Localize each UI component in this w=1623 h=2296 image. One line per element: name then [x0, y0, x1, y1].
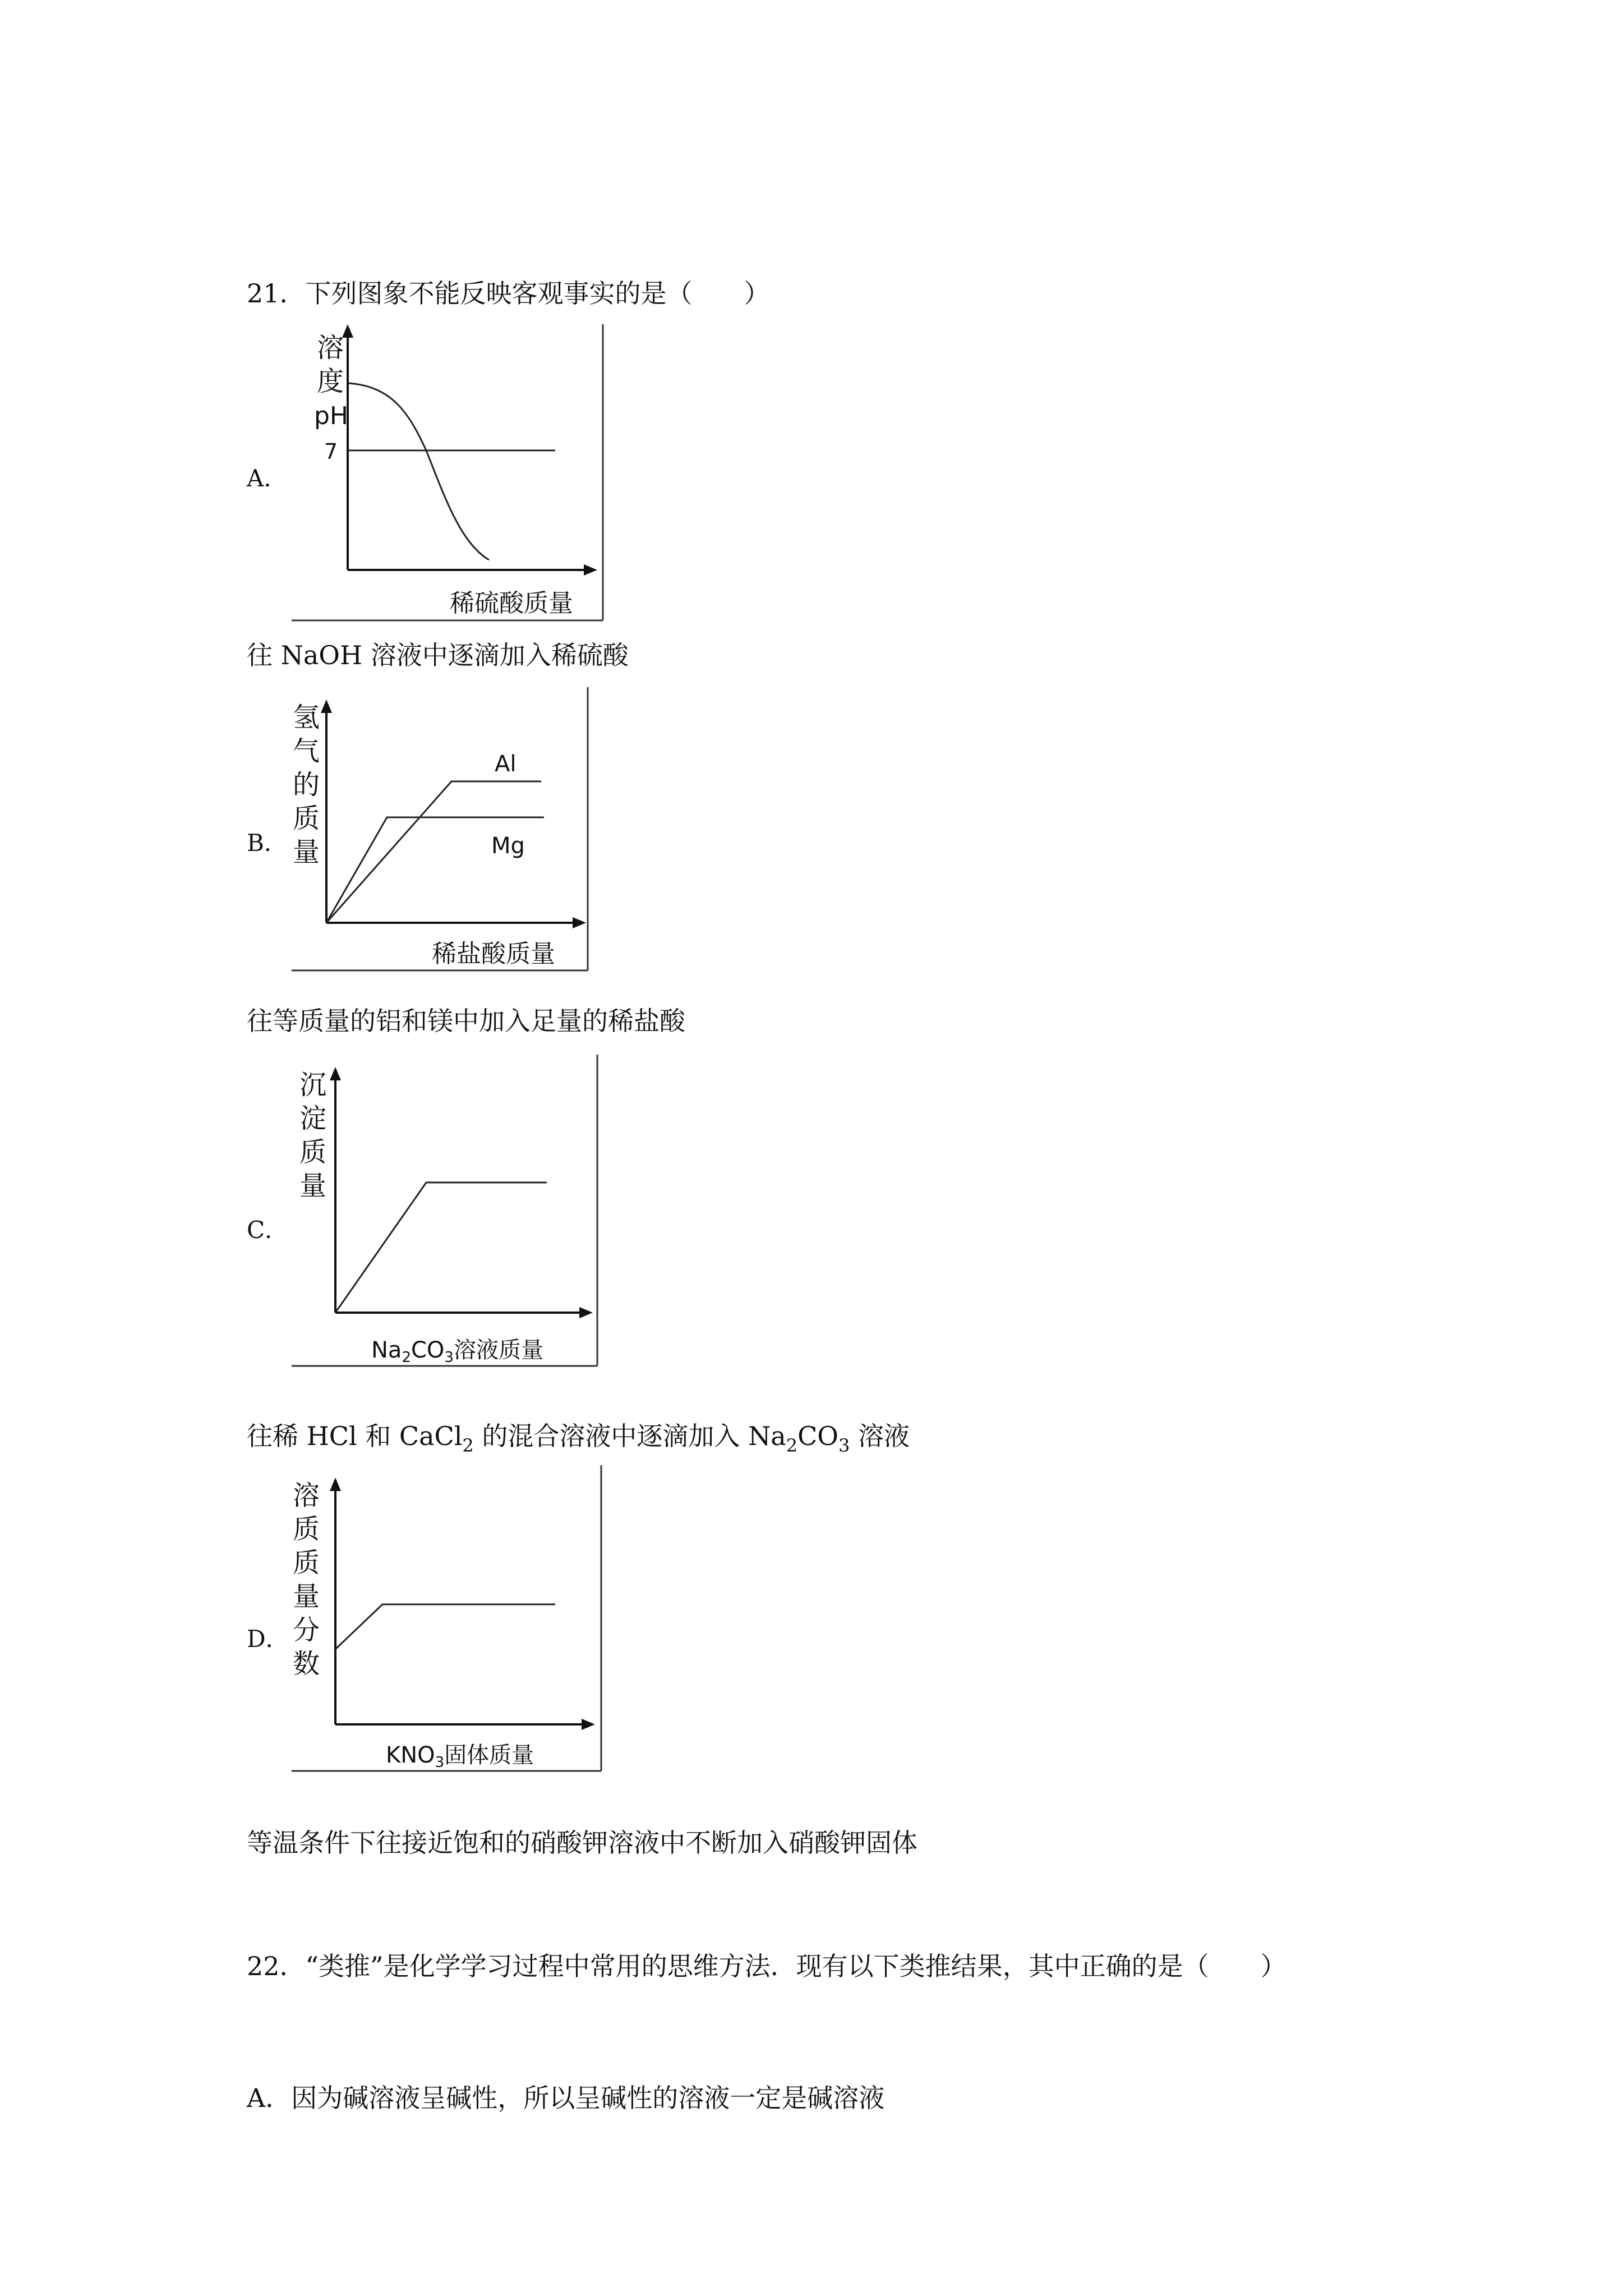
- x-axis-arrow-icon: [573, 917, 586, 928]
- ylabel-char: pH: [314, 402, 349, 430]
- option-a-letter: A．: [247, 464, 288, 492]
- ylabel-char: 分: [293, 1614, 320, 1646]
- option-b-letter: B．: [247, 829, 288, 857]
- ylabel-char: 量: [293, 836, 320, 868]
- x-axis-arrow-icon: [579, 1307, 593, 1318]
- series-mg-label: Mg: [491, 833, 525, 859]
- y-axis-arrow-icon: [330, 1478, 341, 1491]
- xlabel: 稀硫酸质量: [450, 589, 573, 618]
- graph-d: [292, 1465, 606, 1774]
- option-c-letter: C．: [247, 1216, 289, 1244]
- ylabel-char: 质: [299, 1137, 327, 1168]
- ylabel-char: 的: [293, 769, 320, 800]
- q21-stem: 21．下列图象不能反映客观事实的是（ ）: [247, 278, 770, 309]
- ylabel-char: 沉: [299, 1069, 327, 1101]
- ylabel-char: 溶: [293, 1480, 320, 1511]
- ylabel-char: 量: [299, 1170, 327, 1202]
- ylabel-char: 气: [293, 735, 320, 767]
- graph-c: [292, 1055, 600, 1369]
- precipitate-line: [335, 1182, 547, 1313]
- x-axis-arrow-icon: [584, 564, 597, 576]
- option-c-caption: 往稀 HCl 和 CaCl$_2$ 的混合溶液中逐滴加入 $Na_2CO_3$ 溶液: [247, 1421, 910, 1456]
- xlabel: $Na_2CO_3$溶液质量: [371, 1337, 543, 1366]
- ylabel-char: 氢: [293, 702, 320, 733]
- y-axis-arrow-icon: [321, 700, 332, 713]
- ytick-7: 7: [324, 439, 338, 464]
- xlabel: 稀盐酸质量: [432, 940, 555, 968]
- q22-option-a: A．因为碱溶液呈碱性，所以呈碱性的溶液一定是碱溶液: [247, 2083, 885, 2113]
- ylabel-char: 质: [293, 1547, 320, 1579]
- q22-stem: 22．“类推”是化学学习过程中常用的思维方法．现有以下类推结果，其中正确的是（ ）: [247, 1951, 1287, 1981]
- graph-a: [292, 324, 606, 622]
- ph-curve: [348, 383, 489, 560]
- ylabel-char: 质: [293, 1513, 320, 1545]
- ylabel-char: 量: [293, 1581, 320, 1612]
- ylabel-char: 淀: [299, 1103, 327, 1134]
- ylabel-char: 溶: [317, 332, 344, 364]
- option-d-letter: D．: [247, 1625, 289, 1653]
- series-al-label: Al: [495, 751, 517, 777]
- option-d-caption: 等温条件下往接近饱和的硝酸钾溶液中不断加入硝酸钾固体: [247, 1828, 917, 1858]
- option-b-caption: 往等质量的铝和镁中加入足量的稀盐酸: [247, 1006, 685, 1036]
- ylabel-char: 数: [293, 1648, 320, 1680]
- ylabel-char: 度: [317, 366, 344, 397]
- mass-fraction-line: [335, 1604, 555, 1649]
- graph-b: [292, 687, 594, 973]
- y-axis-arrow-icon: [330, 1067, 341, 1080]
- option-a-caption: 往 NaOH 溶液中逐滴加入稀硫酸: [247, 640, 629, 670]
- x-axis-arrow-icon: [582, 1719, 595, 1730]
- xlabel: $KNO_3$固体质量: [386, 1742, 534, 1771]
- ylabel-char: 质: [293, 803, 320, 834]
